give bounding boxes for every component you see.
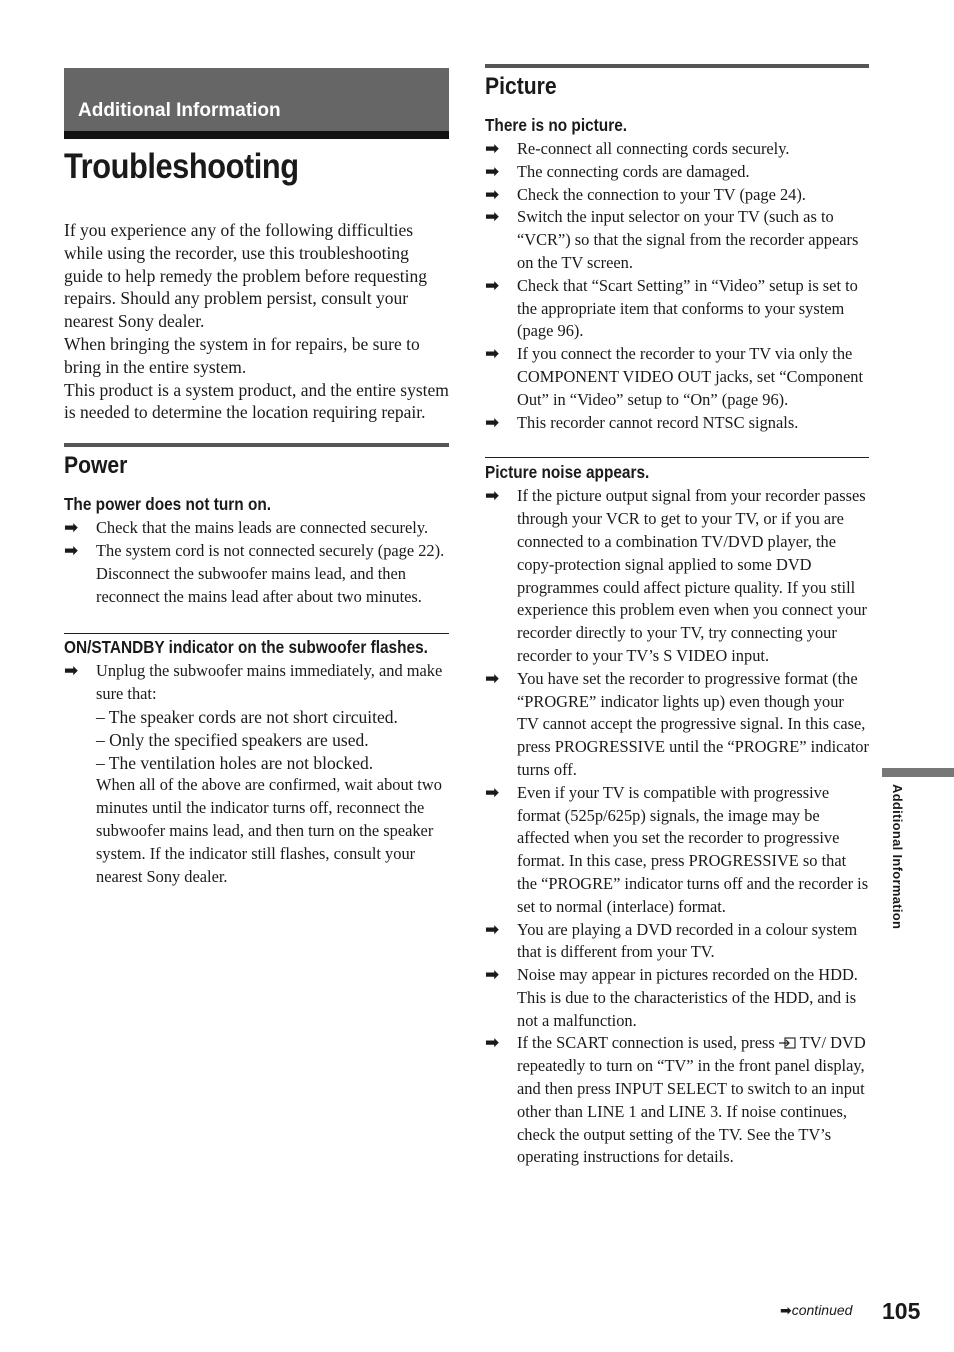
list-item: [485, 138, 869, 161]
arrow-icon: ➡: [485, 412, 500, 433]
left-column: [64, 68, 449, 888]
solution-list: [485, 138, 869, 434]
intro-paragraph: This product is a system product, and the entire system is needed to determine the location requiring repair.: [64, 379, 449, 423]
solution-text: If the picture output signal from your recorder passes through your VCR to get to your TV, or if you are connected to a combination TV/DVD player, the copy-protection signal applied to some DVD programmes could affect picture quality. If you still experience this problem even when you connect your recorder directly to your TV, try connecting your recorder to your TV’s S VIDEO input.: [517, 486, 867, 665]
solution-text: This recorder cannot record NTSC signals.: [517, 412, 799, 432]
side-tab-label: [887, 784, 907, 954]
arrow-icon: ➡: [485, 344, 500, 365]
list-item: [485, 275, 869, 343]
list-item: [485, 161, 869, 184]
arrow-icon: ➡: [485, 139, 500, 159]
page-number: 105: [882, 1298, 921, 1324]
solution-text: Re-connect all connecting cords securely.: [517, 139, 790, 158]
problem-title: There is no picture.: [485, 115, 628, 135]
solution-text: Check that “Scart Setting” in “Video” setup is set to the appropriate item that conforms to your system (page 96).: [517, 275, 858, 341]
solution-text: TV/ DVD repeatedly to turn on “TV” in the front panel display, and then press INPUT SELECT to switch to an input other than LINE 1 and LINE 3. If noise continues, check the output setting of the TV. See the TV’s operating instructions for details.: [517, 1033, 866, 1167]
solution-list: [485, 485, 869, 1169]
arrow-icon: ➡: [485, 782, 500, 803]
arrow-icon: ➡: [64, 540, 79, 561]
arrow-icon: ➡: [485, 1033, 500, 1054]
check-item: – The speaker cords are not short circuited.: [96, 706, 398, 727]
section-banner-label: Additional Information: [78, 100, 281, 121]
solution-text: You are playing a DVD recorded in a colour system that is different from your TV.: [517, 919, 858, 962]
arrow-icon: ➡: [64, 518, 79, 539]
right-column: [485, 64, 869, 1169]
list-item: [485, 343, 869, 411]
solution-text: Switch the input selector on your TV (such as to “VCR”) so that the signal from the recorder appears on the TV screen.: [517, 207, 859, 272]
divider: [485, 457, 869, 458]
arrow-icon: ➡: [485, 275, 500, 296]
solution-text: Check that the mains leads are connected securely.: [96, 518, 429, 538]
arrow-icon: ➡: [485, 486, 500, 507]
side-tab-text: Additional Information: [890, 784, 905, 930]
arrow-icon: ➡: [485, 207, 500, 228]
list-item: [64, 540, 449, 608]
input-select-icon: [779, 1037, 796, 1049]
problem-title: ON/STANDBY indicator on the subwoofer flashes.: [64, 637, 428, 658]
page-title: Troubleshooting: [64, 147, 299, 186]
intro-paragraph: If you experience any of the following difficulties while using the recorder, use this troubleshooting guide to help remedy the problem before requesting repairs. Should any problem persist, consult your nearest Sony dealer.: [64, 220, 428, 332]
list-item: [485, 964, 869, 1032]
list-item: [485, 668, 869, 782]
problem-title: The power does not turn on.: [64, 494, 272, 515]
section-heading-picture: Picture: [485, 73, 557, 100]
arrow-icon: ➡: [485, 919, 500, 940]
continued-text: continued: [791, 1302, 853, 1318]
section-banner: [64, 68, 449, 139]
problem-title: Picture noise appears.: [485, 462, 650, 483]
list-item: [485, 206, 869, 274]
solution-text: You have set the recorder to progressive format (the “PROGRE” indicator lights up) even though your TV cannot accept the progressive signal. In this case, press PROGRESSIVE until the “PROGRE” indicator turns off.: [517, 668, 869, 779]
intro-text: [64, 219, 449, 424]
check-item: – Only the specified speakers are used.: [96, 729, 369, 750]
list-item: [485, 919, 869, 965]
arrow-icon: ➡: [780, 1303, 792, 1319]
solution-text: Check the connection to your TV (page 24).: [517, 184, 806, 204]
solution-list: [64, 517, 449, 608]
solution-text: Noise may appear in pictures recorded on the HDD. This is due to the characteristics of the HDD, and is not a malfunction.: [517, 965, 858, 1030]
solution-text: Unplug the subwoofer mains immediately, and make sure that:: [96, 661, 443, 704]
divider: [64, 633, 449, 634]
list-item: [64, 517, 449, 540]
solution-text: The connecting cords are damaged.: [517, 161, 750, 181]
solution-text: If you connect the recorder to your TV via only the COMPONENT VIDEO OUT jacks, set “Component Out” in “Video” setup to “On” (page 96).: [517, 344, 864, 409]
solution-note: Disconnect the subwoofer mains lead, and then reconnect the mains lead after about two minutes.: [96, 563, 422, 606]
arrow-icon: ➡: [64, 661, 79, 682]
list-item: [485, 184, 869, 207]
arrow-icon: ➡: [485, 668, 500, 689]
solution-note: When all of the above are confirmed, wait about two minutes until the indicator turns off, reconnect the subwoofer mains lead, and then turn on the speaker system. If the indicator still flashes, consult your nearest Sony dealer.: [96, 775, 442, 886]
solution-text: Even if your TV is compatible with progressive format (525p/625p) signals, the image may be affected when you set the recorder to progressive format. In this case, press PROGRESSIVE so that the “PROGRE” indicator turns off and the recorder is set to normal (interlace) format.: [517, 782, 869, 916]
check-item: – The ventilation holes are not blocked.: [96, 752, 374, 773]
side-tab-marker: [882, 768, 954, 777]
solution-text: The system cord is not connected securely (page 22).: [96, 540, 445, 560]
arrow-icon: ➡: [485, 184, 500, 205]
section-heading-power: Power: [64, 452, 128, 480]
list-item: [485, 782, 869, 919]
continued-marker: [780, 1302, 852, 1319]
section-rule: [485, 64, 869, 68]
intro-paragraph: When bringing the system in for repairs, be sure to bring in the entire system.: [64, 333, 420, 377]
arrow-icon: ➡: [485, 965, 500, 986]
list-item: [485, 1032, 869, 1169]
list-item: [64, 660, 449, 888]
section-rule: [64, 443, 449, 447]
solution-text: If the SCART connection is used, press: [517, 1033, 775, 1053]
list-item: [485, 485, 869, 667]
arrow-icon: ➡: [485, 161, 500, 182]
solution-list: [64, 660, 449, 888]
list-item: [485, 412, 869, 435]
